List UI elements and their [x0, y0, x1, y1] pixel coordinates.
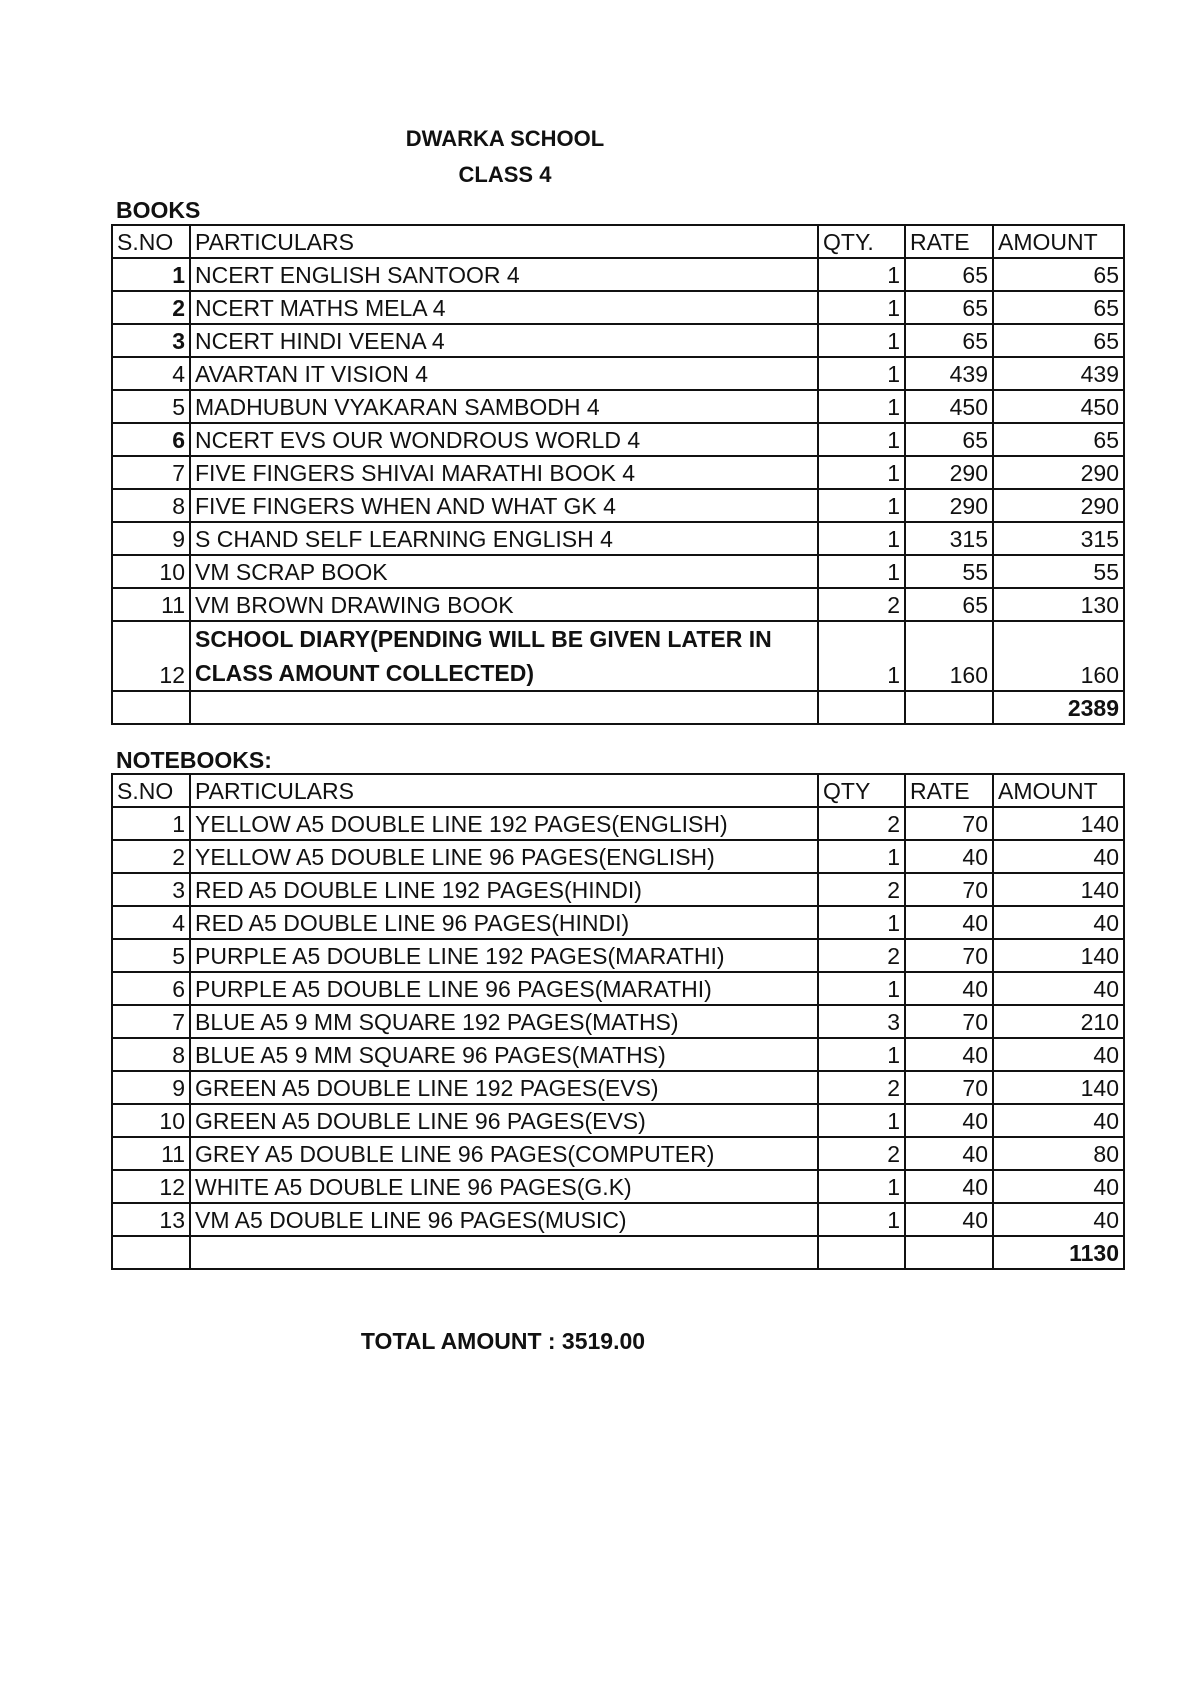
notebooks-cell-qty: 1 [818, 906, 905, 939]
books-cell-amount: 130 [993, 588, 1124, 621]
books-cell-rate: 65 [905, 588, 993, 621]
notebooks-cell-item: GREY A5 DOUBLE LINE 96 PAGES(COMPUTER) [190, 1137, 818, 1170]
books-cell-sno: 9 [112, 522, 190, 555]
notebooks-cell-amount: 40 [993, 840, 1124, 873]
notebooks-cell-rate: 40 [905, 906, 993, 939]
books-section-label: BOOKS [116, 197, 201, 223]
books-cell-sno: 7 [112, 456, 190, 489]
notebooks-cell-rate: 40 [905, 972, 993, 1005]
notebooks-cell-sno: 11 [112, 1137, 190, 1170]
books-cell-qty: 1 [818, 324, 905, 357]
books-cell-rate: 65 [905, 324, 993, 357]
notebooks-cell-rate: 40 [905, 1203, 993, 1236]
notebooks-cell-item: RED A5 DOUBLE LINE 96 PAGES(HINDI) [190, 906, 818, 939]
books-cell-amount: 65 [993, 258, 1124, 291]
books-header-qty: QTY. [818, 225, 905, 258]
notebooks-cell-qty: 1 [818, 972, 905, 1005]
notebooks-cell-rate: 40 [905, 1038, 993, 1071]
books-cell-qty: 1 [818, 258, 905, 291]
notebooks-cell-rate: 40 [905, 1104, 993, 1137]
books-subtotal-row [112, 691, 1124, 724]
books-cell-item: NCERT EVS OUR WONDROUS WORLD 4 [190, 423, 818, 456]
school-name: DWARKA SCHOOL [405, 126, 605, 151]
notebooks-header-row [112, 774, 1124, 807]
notebooks-cell-amount: 40 [993, 906, 1124, 939]
table-row [112, 1005, 1124, 1038]
notebooks-subtotal: 1130 [993, 1236, 1124, 1269]
notebooks-subtotal-empty-cell [112, 1236, 190, 1269]
table-row [112, 1170, 1124, 1203]
notebooks-cell-sno: 10 [112, 1104, 190, 1137]
notebooks-cell-amount: 40 [993, 1170, 1124, 1203]
table-row [112, 906, 1124, 939]
notebooks-cell-rate: 40 [905, 1170, 993, 1203]
books-subtotal: 2389 [993, 691, 1124, 724]
books-cell-qty: 1 [818, 555, 905, 588]
notebooks-cell-sno: 8 [112, 1038, 190, 1071]
notebooks-cell-qty: 3 [818, 1005, 905, 1038]
books-cell-item: AVARTAN IT VISION 4 [190, 357, 818, 390]
books-cell-sno: 6 [112, 423, 190, 456]
books-cell-item: NCERT ENGLISH SANTOOR 4 [190, 258, 818, 291]
table-row [112, 489, 1124, 522]
notebooks-cell-sno: 4 [112, 906, 190, 939]
notebooks-cell-rate: 70 [905, 873, 993, 906]
notebooks-cell-item: PURPLE A5 DOUBLE LINE 192 PAGES(MARATHI) [190, 939, 818, 972]
table-row [112, 939, 1124, 972]
books-cell-sno: 5 [112, 390, 190, 423]
notebooks-header-sno: S.NO [112, 774, 190, 807]
notebooks-cell-qty: 2 [818, 807, 905, 840]
notebooks-cell-sno: 5 [112, 939, 190, 972]
table-row [112, 972, 1124, 1005]
notebooks-header-amount: AMOUNT [993, 774, 1124, 807]
books-cell-amount: 160 [993, 621, 1124, 691]
books-cell-rate: 55 [905, 555, 993, 588]
notebooks-cell-item: YELLOW A5 DOUBLE LINE 192 PAGES(ENGLISH) [190, 807, 818, 840]
books-cell-amount: 439 [993, 357, 1124, 390]
books-header-amount: AMOUNT [993, 225, 1124, 258]
notebooks-header-particulars: PARTICULARS [190, 774, 818, 807]
books-cell-item: VM SCRAP BOOK [190, 555, 818, 588]
books-subtotal-empty-cell [190, 691, 818, 724]
notebooks-cell-qty: 2 [818, 1137, 905, 1170]
books-cell-amount: 65 [993, 291, 1124, 324]
books-subtotal-empty-cell [112, 691, 190, 724]
table-row [112, 357, 1124, 390]
notebooks-cell-sno: 12 [112, 1170, 190, 1203]
notebooks-cell-sno: 7 [112, 1005, 190, 1038]
books-cell-sno: 3 [112, 324, 190, 357]
notebooks-cell-rate: 70 [905, 1005, 993, 1038]
books-cell-item: SCHOOL DIARY(PENDING WILL BE GIVEN LATER IN CLASS AMOUNT COLLECTED) [190, 621, 818, 691]
notebooks-cell-rate: 70 [905, 807, 993, 840]
books-cell-qty: 1 [818, 621, 905, 691]
notebooks-cell-sno: 9 [112, 1071, 190, 1104]
table-row [112, 522, 1124, 555]
notebooks-cell-qty: 2 [818, 1071, 905, 1104]
books-cell-item: NCERT HINDI VEENA 4 [190, 324, 818, 357]
books-cell-rate: 65 [905, 423, 993, 456]
books-subtotal-empty-cell [905, 691, 993, 724]
notebooks-cell-sno: 13 [112, 1203, 190, 1236]
class-name: CLASS 4 [458, 162, 552, 187]
notebooks-subtotal-empty-cell [190, 1236, 818, 1269]
books-cell-rate: 439 [905, 357, 993, 390]
notebooks-cell-qty: 1 [818, 840, 905, 873]
books-cell-amount: 450 [993, 390, 1124, 423]
books-cell-sno: 11 [112, 588, 190, 621]
notebooks-cell-qty: 2 [818, 939, 905, 972]
notebooks-cell-item: BLUE A5 9 MM SQUARE 96 PAGES(MATHS) [190, 1038, 818, 1071]
notebooks-cell-amount: 140 [993, 1071, 1124, 1104]
total-amount: TOTAL AMOUNT : 3519.00 [360, 1328, 646, 1354]
notebooks-section-label: NOTEBOOKS: [116, 747, 272, 773]
notebooks-cell-item: GREEN A5 DOUBLE LINE 96 PAGES(EVS) [190, 1104, 818, 1137]
table-row [112, 840, 1124, 873]
books-header-row [112, 225, 1124, 258]
books-cell-rate: 290 [905, 456, 993, 489]
books-cell-rate: 450 [905, 390, 993, 423]
notebooks-cell-sno: 3 [112, 873, 190, 906]
books-cell-qty: 1 [818, 489, 905, 522]
table-row [112, 807, 1124, 840]
table-row [112, 390, 1124, 423]
books-cell-qty: 1 [818, 423, 905, 456]
notebooks-cell-qty: 1 [818, 1038, 905, 1071]
notebooks-cell-sno: 6 [112, 972, 190, 1005]
notebooks-subtotal-row [112, 1236, 1124, 1269]
books-subtotal-empty-cell [818, 691, 905, 724]
books-cell-amount: 290 [993, 489, 1124, 522]
notebooks-cell-qty: 1 [818, 1203, 905, 1236]
notebooks-cell-rate: 40 [905, 1137, 993, 1170]
books-cell-amount: 290 [993, 456, 1124, 489]
books-cell-sno: 1 [112, 258, 190, 291]
notebooks-cell-amount: 140 [993, 939, 1124, 972]
notebooks-cell-amount: 40 [993, 1203, 1124, 1236]
books-header-rate: RATE [905, 225, 993, 258]
books-cell-sno: 2 [112, 291, 190, 324]
notebooks-table [111, 773, 1125, 1270]
books-cell-rate: 290 [905, 489, 993, 522]
books-cell-amount: 55 [993, 555, 1124, 588]
books-cell-item: FIVE FINGERS SHIVAI MARATHI BOOK 4 [190, 456, 818, 489]
books-cell-rate: 65 [905, 291, 993, 324]
books-cell-qty: 1 [818, 357, 905, 390]
notebooks-cell-rate: 70 [905, 1071, 993, 1104]
table-row [112, 1137, 1124, 1170]
table-row [112, 588, 1124, 621]
notebooks-cell-amount: 80 [993, 1137, 1124, 1170]
notebooks-cell-item: YELLOW A5 DOUBLE LINE 96 PAGES(ENGLISH) [190, 840, 818, 873]
notebooks-cell-item: VM A5 DOUBLE LINE 96 PAGES(MUSIC) [190, 1203, 818, 1236]
table-row [112, 456, 1124, 489]
books-cell-qty: 1 [818, 390, 905, 423]
table-row [112, 1203, 1124, 1236]
books-cell-qty: 1 [818, 456, 905, 489]
notebooks-cell-rate: 40 [905, 840, 993, 873]
books-cell-amount: 65 [993, 324, 1124, 357]
notebooks-cell-sno: 1 [112, 807, 190, 840]
table-row [112, 324, 1124, 357]
notebooks-header-rate: RATE [905, 774, 993, 807]
notebooks-cell-item: WHITE A5 DOUBLE LINE 96 PAGES(G.K) [190, 1170, 818, 1203]
table-row [112, 555, 1124, 588]
notebooks-cell-qty: 1 [818, 1170, 905, 1203]
books-cell-item: MADHUBUN VYAKARAN SAMBODH 4 [190, 390, 818, 423]
table-row [112, 1071, 1124, 1104]
notebooks-cell-amount: 140 [993, 873, 1124, 906]
notebooks-cell-item: RED A5 DOUBLE LINE 192 PAGES(HINDI) [190, 873, 818, 906]
table-row [112, 258, 1124, 291]
notebooks-cell-sno: 2 [112, 840, 190, 873]
books-cell-amount: 315 [993, 522, 1124, 555]
books-cell-item: NCERT MATHS MELA 4 [190, 291, 818, 324]
notebooks-cell-item: BLUE A5 9 MM SQUARE 192 PAGES(MATHS) [190, 1005, 818, 1038]
notebooks-cell-amount: 40 [993, 1104, 1124, 1137]
notebooks-cell-qty: 1 [818, 1104, 905, 1137]
books-cell-sno: 8 [112, 489, 190, 522]
books-cell-rate: 65 [905, 258, 993, 291]
books-cell-item: FIVE FINGERS WHEN AND WHAT GK 4 [190, 489, 818, 522]
notebooks-header-qty: QTY [818, 774, 905, 807]
books-cell-item: VM BROWN DRAWING BOOK [190, 588, 818, 621]
notebooks-cell-qty: 2 [818, 873, 905, 906]
books-header-sno: S.NO [112, 225, 190, 258]
books-cell-qty: 2 [818, 588, 905, 621]
notebooks-subtotal-empty-cell [818, 1236, 905, 1269]
notebooks-subtotal-empty-cell [905, 1236, 993, 1269]
books-cell-sno: 10 [112, 555, 190, 588]
notebooks-cell-item: GREEN A5 DOUBLE LINE 192 PAGES(EVS) [190, 1071, 818, 1104]
notebooks-cell-amount: 40 [993, 1038, 1124, 1071]
notebooks-cell-item: PURPLE A5 DOUBLE LINE 96 PAGES(MARATHI) [190, 972, 818, 1005]
table-row [112, 291, 1124, 324]
table-row [112, 1104, 1124, 1137]
notebooks-cell-amount: 140 [993, 807, 1124, 840]
books-table [111, 224, 1125, 725]
notebooks-cell-amount: 210 [993, 1005, 1124, 1038]
books-cell-item: S CHAND SELF LEARNING ENGLISH 4 [190, 522, 818, 555]
table-row [112, 621, 1124, 691]
books-cell-amount: 65 [993, 423, 1124, 456]
books-cell-qty: 1 [818, 291, 905, 324]
books-cell-sno: 4 [112, 357, 190, 390]
notebooks-cell-amount: 40 [993, 972, 1124, 1005]
books-cell-rate: 315 [905, 522, 993, 555]
table-row [112, 873, 1124, 906]
books-cell-sno: 12 [112, 621, 190, 691]
books-cell-rate: 160 [905, 621, 993, 691]
table-row [112, 1038, 1124, 1071]
notebooks-cell-rate: 70 [905, 939, 993, 972]
books-cell-qty: 1 [818, 522, 905, 555]
books-header-particulars: PARTICULARS [190, 225, 818, 258]
table-row [112, 423, 1124, 456]
